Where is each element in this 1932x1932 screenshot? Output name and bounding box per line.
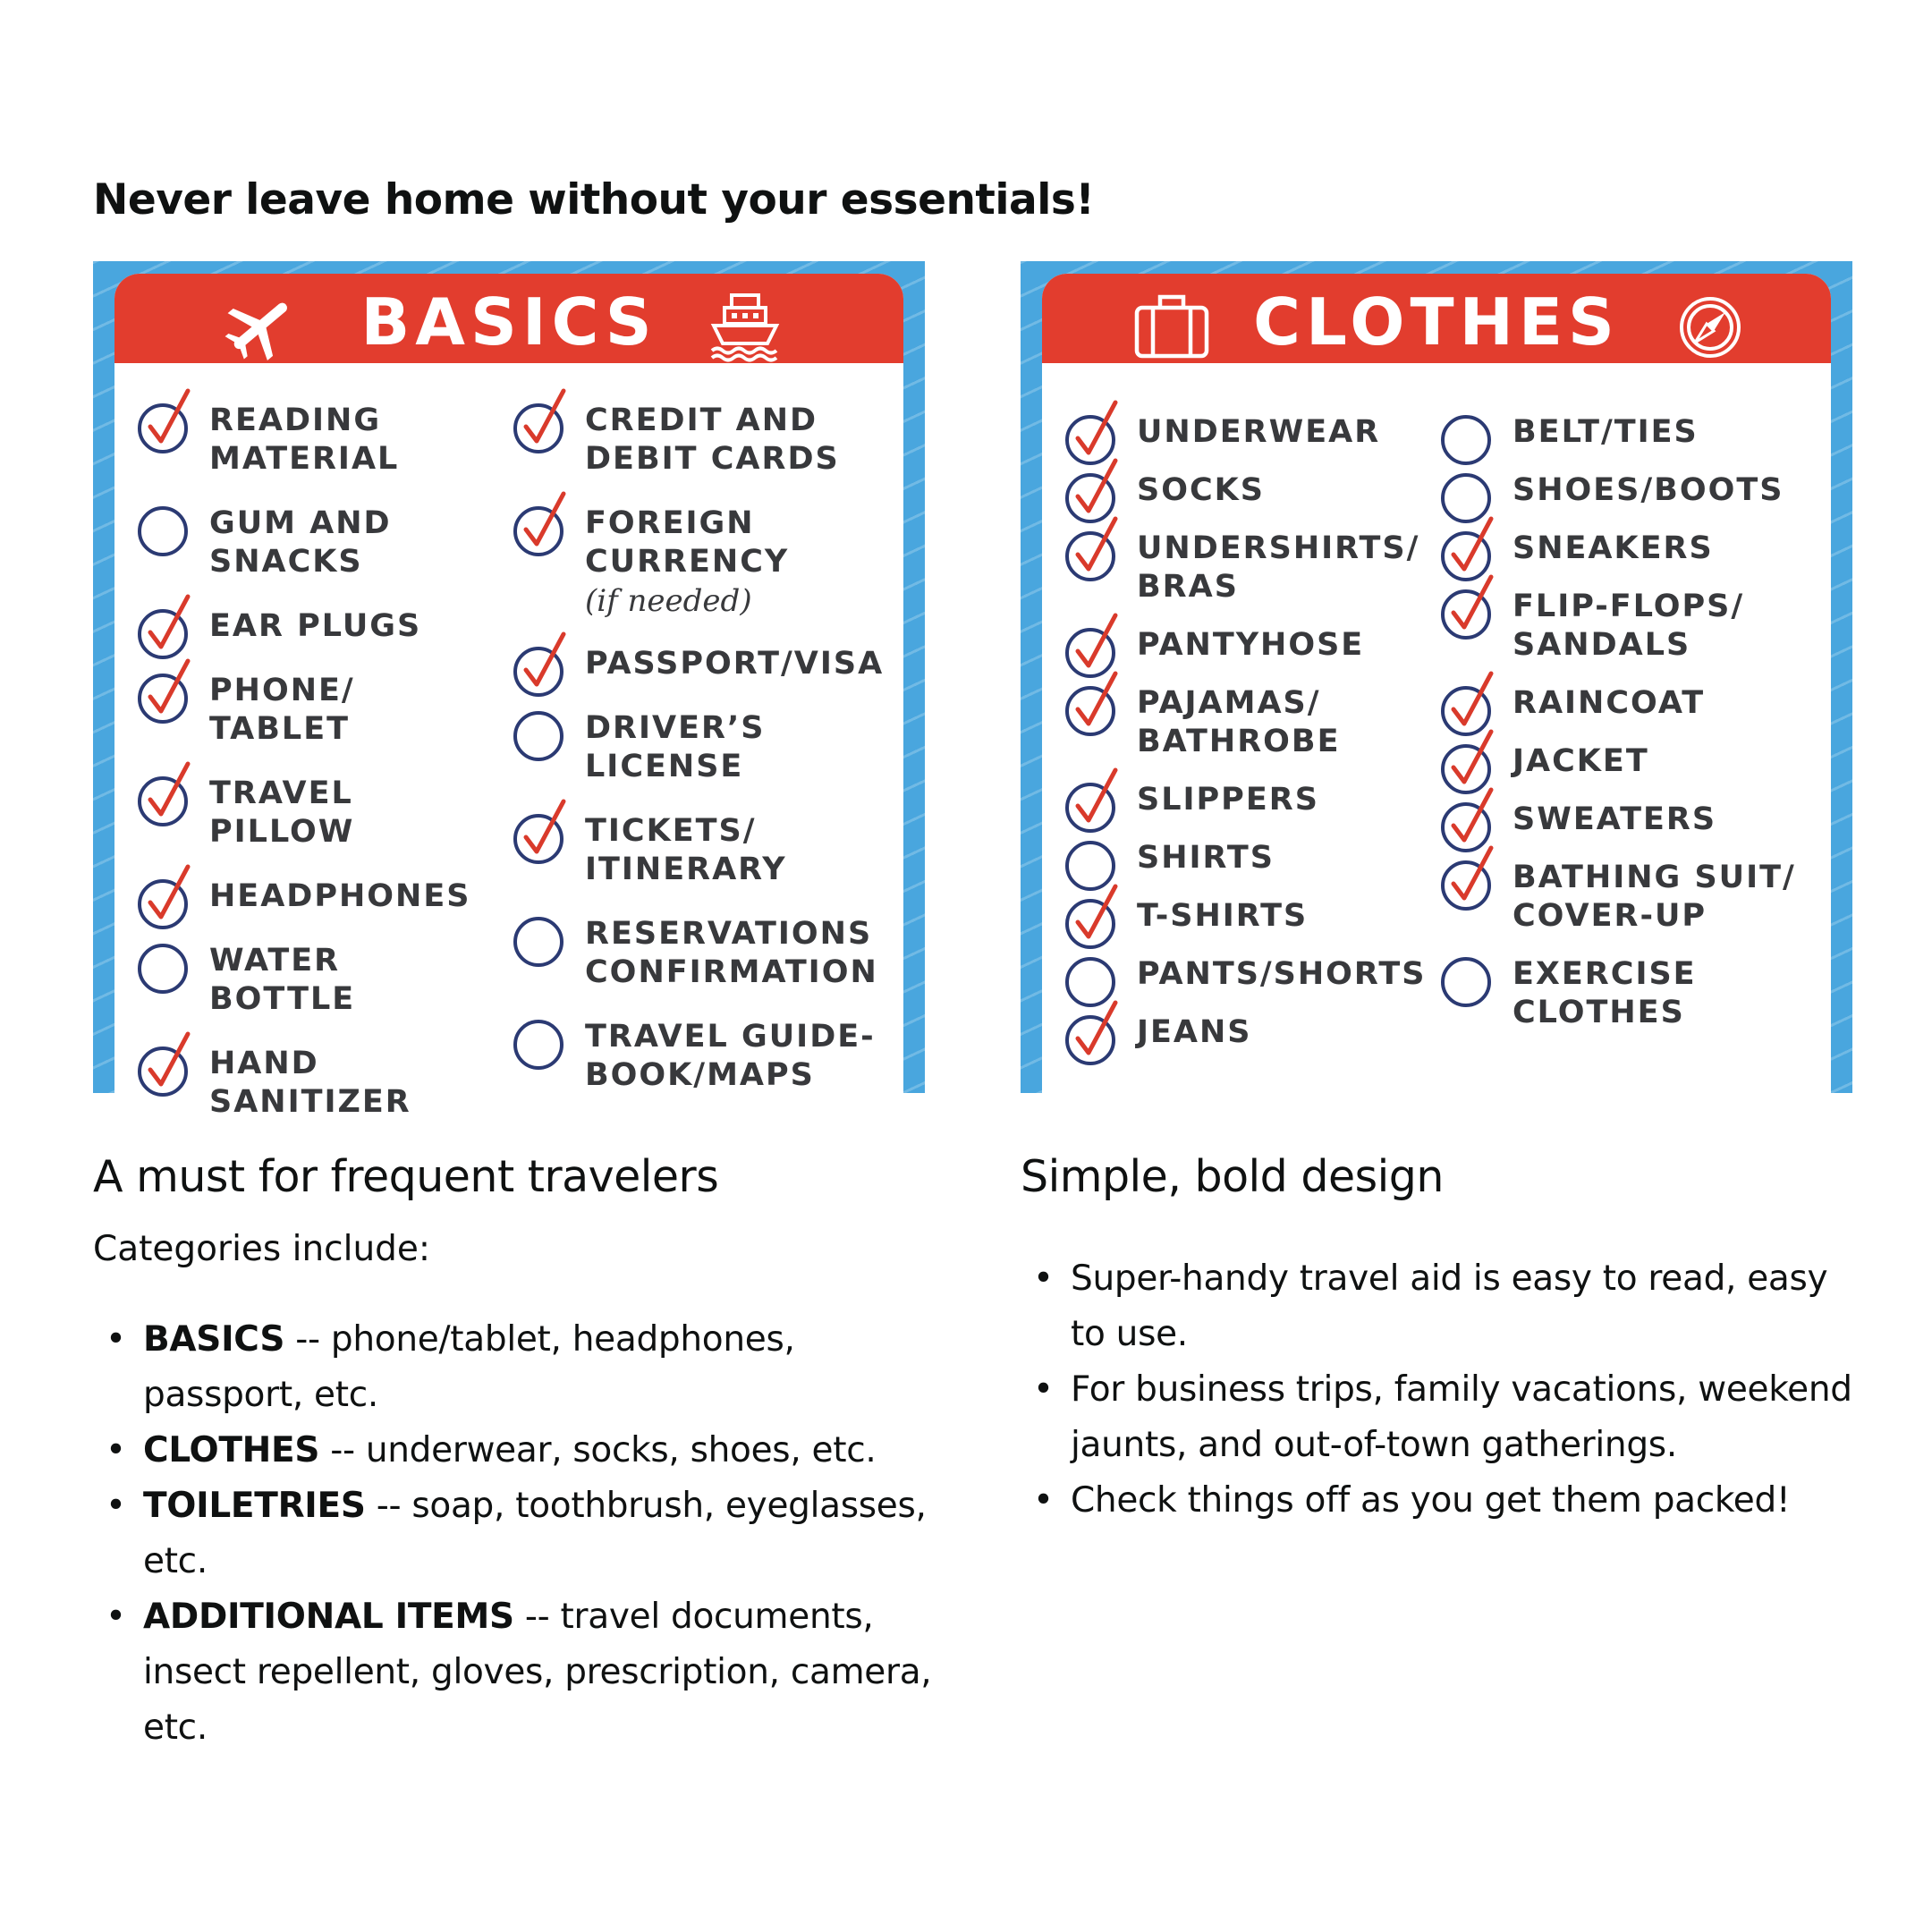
checklist-item[interactable] — [138, 935, 470, 1019]
checklist-item-label: EAR PLUGS — [209, 608, 422, 644]
checkbox-empty-icon — [1441, 466, 1498, 523]
checklist-item-label: SHIRTS — [1137, 840, 1275, 876]
checklist-item-note: (if needed) — [585, 583, 752, 619]
checkbox-checked-icon — [1441, 582, 1498, 640]
checklist-item-label: PANTS/SHORTS — [1137, 956, 1427, 992]
checklist-item[interactable] — [1441, 793, 1796, 839]
checklist-item[interactable] — [1065, 890, 1426, 936]
checkbox-checked-icon — [1065, 775, 1123, 833]
checkbox-empty-icon — [513, 910, 571, 967]
section-heading: A must for frequent travelers — [93, 1151, 719, 1202]
list-item: • Check things off as you get them packed! — [1021, 1473, 1870, 1529]
list-item: • For business trips, family vacations, weekend jaunts, and out-of-town gatherings. — [1021, 1362, 1870, 1473]
list-item — [93, 1312, 943, 1423]
ship-icon — [705, 290, 785, 361]
checkbox-checked-icon — [1441, 679, 1498, 736]
checkbox-empty-icon — [513, 1013, 571, 1070]
checkbox-checked-icon — [1441, 795, 1498, 852]
checklist-item[interactable] — [513, 702, 884, 786]
checklist-item-label: FOREIGN CURRENCY — [585, 505, 790, 580]
card-title: BASICS — [360, 284, 657, 360]
compass-icon — [1670, 290, 1750, 361]
checkbox-empty-icon — [1065, 950, 1123, 1007]
checklist-item-label: PANTYHOSE — [1137, 627, 1365, 663]
checkbox-checked-icon — [138, 396, 195, 453]
category-name: TOILETRIES — [143, 1486, 366, 1526]
checklist-item-label: RAINCOAT — [1513, 685, 1706, 721]
checklist-item-label: PAJAMAS/ BATHROBE — [1137, 685, 1341, 759]
category-name: CLOTHES — [143, 1430, 320, 1470]
checklist-item[interactable] — [1065, 948, 1426, 994]
category-description: -- phone/tablet, headphones, passport, etc. — [143, 1319, 795, 1415]
section-heading: Simple, bold design — [1021, 1151, 1444, 1202]
checklist-item-label: FLIP-FLOPS/ SANDALS — [1513, 589, 1745, 663]
checklist-item-label: JACKET — [1513, 743, 1649, 779]
checklist-column — [1065, 406, 1426, 1064]
checkbox-checked-icon — [1441, 853, 1498, 911]
checklist-item[interactable] — [513, 497, 884, 619]
checklist-item[interactable] — [1441, 406, 1796, 452]
checkbox-checked-icon — [138, 666, 195, 724]
checklist-item[interactable] — [513, 638, 884, 683]
checkbox-checked-icon — [1065, 621, 1123, 678]
checkbox-checked-icon — [1441, 524, 1498, 581]
list-item — [93, 1423, 943, 1479]
checkbox-checked-icon — [138, 769, 195, 826]
checklist-column — [513, 394, 884, 1114]
checklist-column — [1441, 406, 1796, 1045]
checklist-item-label: CREDIT AND DEBIT CARDS — [585, 402, 840, 477]
checklist-item[interactable] — [138, 767, 470, 852]
checklist-item-label: T-SHIRTS — [1137, 898, 1309, 934]
checklist-item[interactable] — [513, 1011, 884, 1095]
checkbox-checked-icon — [1065, 524, 1123, 581]
category-description: -- travel documents, insect repellent, gloves, prescription, camera, etc. — [143, 1597, 932, 1748]
checklist-sheet — [1042, 274, 1831, 1129]
checkbox-empty-icon — [1065, 834, 1123, 891]
checklist-item[interactable] — [1441, 677, 1796, 723]
checkbox-checked-icon — [1441, 737, 1498, 794]
checklist-item-label: PHONE/ TABLET — [209, 673, 355, 747]
checklist-item-label: BELT/TIES — [1513, 414, 1699, 450]
card-banner — [114, 274, 903, 363]
category-name: ADDITIONAL ITEMS — [143, 1597, 514, 1637]
checklist-item-label: EXERCISE CLOTHES — [1513, 956, 1697, 1030]
checklist-item[interactable] — [138, 870, 470, 916]
checklist-item-label: HEADPHONES — [209, 878, 471, 914]
checklist-item[interactable] — [138, 497, 470, 581]
checklist-sheet — [114, 274, 903, 1129]
checklist-item[interactable] — [1065, 522, 1426, 606]
checkbox-checked-icon — [1065, 679, 1123, 736]
checklist-item[interactable] — [513, 908, 884, 992]
checkbox-checked-icon — [513, 807, 571, 864]
checkbox-empty-icon — [513, 704, 571, 761]
checklist-column — [138, 394, 470, 1140]
checklist-item-label: JEANS — [1137, 1014, 1252, 1050]
page-headline: Never leave home without your essentials! — [93, 175, 1095, 225]
checkbox-checked-icon — [1065, 466, 1123, 523]
checkbox-checked-icon — [513, 499, 571, 556]
category-list — [93, 1312, 943, 1756]
checklist-item[interactable] — [1065, 774, 1426, 819]
checkbox-checked-icon — [138, 872, 195, 929]
checklist-item[interactable] — [1065, 832, 1426, 877]
checklist-item-label: SNEAKERS — [1513, 530, 1714, 566]
checklist-item-label: SLIPPERS — [1137, 782, 1319, 818]
checklist-item-label: READING MATERIAL — [209, 402, 400, 477]
checklist-item-label: DRIVER’S LICENSE — [585, 710, 766, 784]
feature-list — [1021, 1251, 1870, 1529]
clothes-checklist-image[interactable] — [1021, 261, 1852, 1093]
checkbox-checked-icon — [1065, 892, 1123, 949]
checkbox-checked-icon — [513, 396, 571, 453]
checklist-item-label: HAND SANITIZER — [209, 1046, 411, 1120]
checklist-item[interactable] — [1065, 677, 1426, 761]
checklist-item[interactable] — [1065, 464, 1426, 510]
checklist-item-label: BATHING SUIT/ COVER-UP — [1513, 860, 1796, 934]
checkbox-empty-icon — [1441, 950, 1498, 1007]
checklist-item-label: TRAVEL PILLOW — [209, 775, 355, 850]
list-item — [93, 1479, 943, 1589]
checklist-item[interactable] — [1441, 948, 1796, 1032]
checklist-item-label: UNDERSHIRTS/ BRAS — [1137, 530, 1420, 605]
checklist-item-label: GUM AND SNACKS — [209, 505, 392, 580]
checklist-item-label: PASSPORT/VISA — [585, 646, 885, 682]
checkbox-empty-icon — [138, 936, 195, 994]
checkbox-checked-icon — [1065, 1008, 1123, 1065]
checklist-item[interactable] — [1441, 522, 1796, 568]
checkbox-checked-icon — [1065, 408, 1123, 465]
checkbox-empty-icon — [138, 499, 195, 556]
category-name: BASICS — [143, 1319, 285, 1360]
list-item — [93, 1589, 943, 1756]
checklist-item[interactable] — [138, 665, 470, 749]
checkbox-checked-icon — [138, 1039, 195, 1097]
checklist-item[interactable] — [513, 394, 884, 479]
simple-design-section — [1021, 1149, 1870, 1529]
checkbox-empty-icon — [1441, 408, 1498, 465]
basics-checklist-image[interactable] — [93, 261, 925, 1120]
checklist-item[interactable] — [1065, 1006, 1426, 1052]
checkbox-checked-icon — [513, 640, 571, 697]
checklist-item-label: SHOES/BOOTS — [1513, 472, 1784, 508]
checkbox-checked-icon — [138, 602, 195, 659]
category-description: -- soap, toothbrush, eyeglasses, etc. — [143, 1486, 927, 1581]
checklist-item[interactable] — [138, 1038, 470, 1122]
checklist-item-label: WATER BOTTLE — [209, 943, 356, 1017]
checklist-item[interactable] — [1441, 852, 1796, 936]
checklist-item-label: SOCKS — [1137, 472, 1265, 508]
checklist-item[interactable] — [1441, 735, 1796, 781]
list-item: • Super-handy travel aid is easy to read, easy to use. — [1021, 1251, 1870, 1362]
section-intro: Categories include: — [93, 1229, 431, 1269]
checklist-item-label: UNDERWEAR — [1137, 414, 1381, 450]
card-title: CLOTHES — [1253, 284, 1620, 360]
checklist-item[interactable] — [1441, 580, 1796, 665]
checklist-item-label: SWEATERS — [1513, 801, 1717, 837]
checklist-item-label: TICKETS/ ITINERARY — [585, 813, 787, 887]
frequent-travelers-section — [93, 1149, 943, 1756]
checklist-item-label: RESERVATIONS CONFIRMATION — [585, 916, 878, 990]
card-banner — [1042, 274, 1831, 363]
checklist-item[interactable] — [1065, 406, 1426, 452]
checklist-item[interactable] — [513, 805, 884, 889]
checklist-item[interactable] — [1065, 619, 1426, 665]
category-description: -- underwear, socks, shoes, etc. — [319, 1430, 877, 1470]
checklist-item[interactable] — [138, 394, 470, 479]
checklist-item[interactable] — [138, 600, 470, 646]
checklist-item-label: TRAVEL GUIDE- BOOK/MAPS — [585, 1019, 876, 1093]
checklist-item[interactable] — [1441, 464, 1796, 510]
